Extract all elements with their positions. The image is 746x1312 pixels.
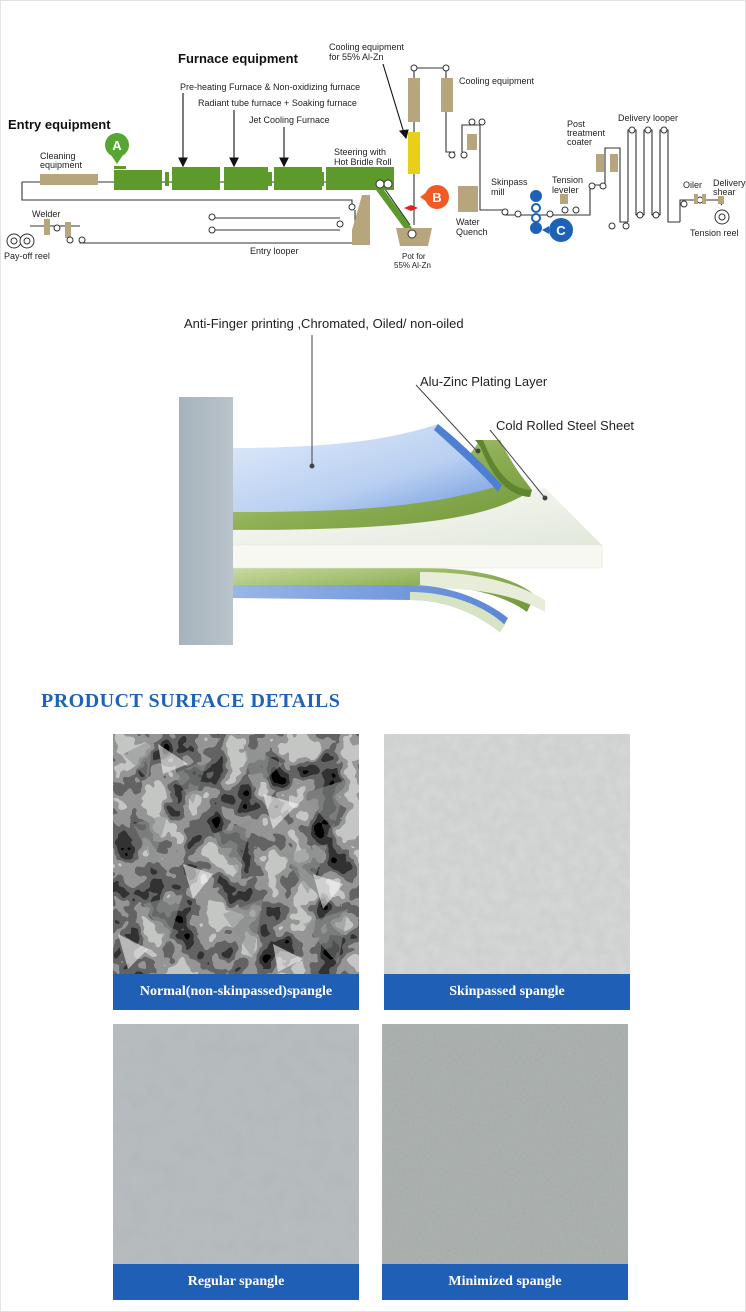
label-oiler: Oiler (683, 180, 703, 190)
label-pot: Pot for (402, 252, 426, 261)
caption-skinpassed-spangle: Skinpassed spangle (384, 974, 630, 1010)
welder-block (65, 222, 71, 238)
wall-block (179, 397, 233, 645)
label-tension-reel: Tension reel (690, 228, 739, 238)
label-steel-sheet: Cold Rolled Steel Sheet (496, 418, 635, 433)
welder-block (44, 219, 50, 235)
section-title-surface: PRODUCT SURFACE DETAILS (41, 690, 341, 712)
label-delivery-shear: shear (713, 187, 736, 197)
label-tension-leveler: Tension (552, 175, 584, 185)
skinpassed-spangle-texture (384, 734, 630, 974)
cleaning-equipment (40, 174, 98, 185)
label-skinpass: Skinpass (491, 177, 528, 187)
preheating-furnace (172, 167, 220, 190)
strip-line (210, 218, 340, 230)
jet-cooling-furnace (274, 167, 322, 190)
soaking-furnace (326, 167, 394, 190)
marker-b (404, 185, 449, 211)
delivery-shear (718, 196, 724, 204)
label-cleaning: equipment (40, 160, 83, 170)
normal-spangle-texture (113, 734, 359, 974)
label-steering: Hot Bridle Roll (334, 157, 392, 167)
label-cooling-55: Cooling equipment (329, 42, 405, 52)
label-tension-leveler: leveler (552, 185, 579, 195)
label-delivery-looper: Delivery looper (618, 113, 679, 123)
section-furnace-equipment: Furnace equipment (178, 51, 298, 66)
label-entry-looper: Entry looper (250, 246, 299, 256)
label-payoff-reel: Pay-off reel (4, 251, 50, 261)
label-post-treatment: Post (567, 119, 586, 129)
cooling-equipment (467, 134, 477, 150)
label-skinpass: mill (491, 187, 505, 197)
label-post-treatment: treatment (567, 128, 606, 138)
oiler (694, 194, 698, 204)
coating-layer-diagram (0, 300, 746, 650)
label-steering: Steering with (334, 147, 387, 157)
oiler (702, 194, 706, 204)
caption-regular-spangle: Regular spangle (113, 1264, 359, 1300)
post-treatment-coater (610, 154, 618, 172)
svg-text:A: A (112, 138, 122, 153)
label-preheating: Pre-heating Furnace & Non-oxidizing furnace (180, 82, 361, 92)
minimized-spangle-texture (382, 1024, 628, 1264)
marker-c (542, 218, 573, 242)
marker-a (105, 133, 129, 164)
cooling-equipment-55-yellow (408, 132, 420, 174)
steel-sheet-front (230, 545, 602, 568)
svg-text:B: B (432, 190, 442, 205)
cooling-equipment-55 (408, 78, 420, 122)
label-cooling: Cooling equipment (459, 76, 535, 86)
label-post-treatment: coater (567, 137, 593, 147)
label-water-quench: Water (456, 217, 480, 227)
roll (54, 225, 60, 231)
bridle-roll (384, 180, 392, 188)
caption-minimized-spangle: Minimized spangle (382, 1264, 628, 1300)
label-cleaning: Cleaning (40, 151, 76, 161)
sample-normal-spangle (113, 734, 359, 1010)
strip-line (628, 130, 680, 222)
pot-roll (408, 230, 416, 238)
label-cooling-55: for 55% Al-Zn (329, 52, 384, 62)
strip-line (80, 210, 355, 243)
sample-minimized-spangle (382, 1024, 628, 1300)
sample-regular-spangle (113, 1024, 359, 1300)
bridle-roll (376, 180, 384, 188)
label-top-coat: Anti-Finger printing ,Chromated, Oiled/ non-oiled (184, 316, 464, 331)
caption-normal-spangle: Normal(non-skinpassed)spangle (113, 974, 359, 1010)
label-delivery-shear: Delivery (713, 178, 746, 188)
roll (209, 214, 215, 220)
regular-spangle-texture (113, 1024, 359, 1264)
roll (209, 227, 215, 233)
process-line-diagram (0, 0, 746, 290)
roll (67, 237, 73, 243)
label-plating-layer: Alu-Zinc Plating Layer (420, 374, 548, 389)
radiant-tube-furnace (224, 167, 268, 190)
roll (337, 221, 343, 227)
tension-leveler (560, 194, 568, 204)
roll (79, 237, 85, 243)
cooling-equipment (441, 78, 453, 112)
label-radiant: Radiant tube furnace + Soaking furnace (198, 98, 357, 108)
water-quench-tank (458, 186, 478, 212)
svg-text:C: C (556, 223, 566, 238)
sample-skinpassed-spangle (384, 734, 630, 1010)
preheating-furnace (114, 170, 162, 190)
skinpass-mill (530, 190, 542, 234)
label-jet-cooling: Jet Cooling Furnace (249, 115, 330, 125)
post-treatment-coater (596, 154, 604, 172)
section-entry-equipment: Entry equipment (8, 117, 111, 132)
label-water-quench: Quench (456, 227, 488, 237)
label-welder: Welder (32, 209, 61, 219)
roll (349, 204, 355, 210)
label-pot: 55% Al-Zn (394, 261, 431, 270)
